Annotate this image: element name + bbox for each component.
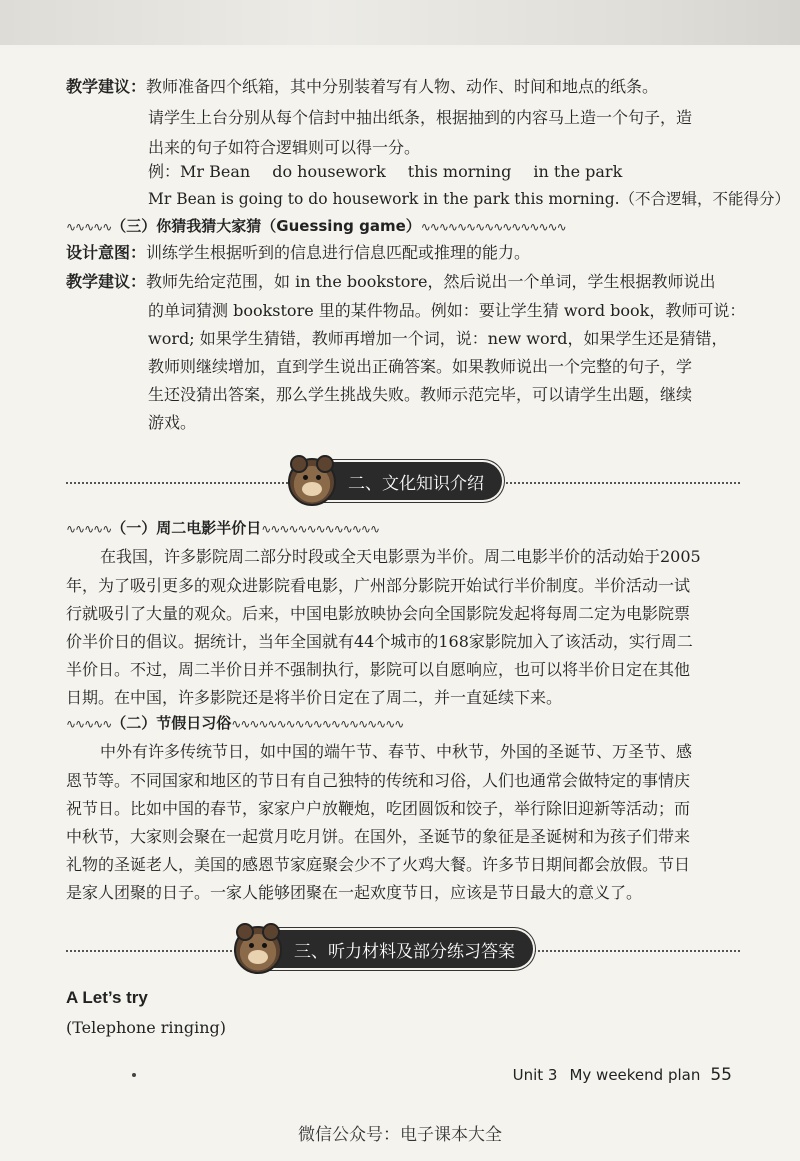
guessing-suggestion-line-2: 的单词猜测 bookstore 里的某件物品。例如：要让学生猜 word book，教师可说：	[148, 301, 746, 320]
sub1-line-2: 年，为了吸引更多的观众进影院看电影，广州部分影院开始试行半价制度。半价活动一试	[66, 576, 691, 595]
sub1-line-6: 日期。在中国，许多影院还是将半价日定在了周二，并一直延续下来。	[66, 688, 563, 707]
guessing-suggestion-label: 教学建议：	[66, 272, 147, 291]
guessing-game-heading: （三）你猜我猜大家猜（Guessing game）	[111, 217, 421, 235]
wave-decoration-left: ∿∿∿∿∿	[66, 717, 112, 731]
guessing-suggestion-line-4: 教师则继续增加，直到学生说出正确答案。如果教师说出一个完整的句子，学	[148, 357, 693, 376]
page-footer	[513, 1065, 732, 1085]
design-intent-label: 设计意图：	[66, 243, 147, 262]
bear-mascot-icon	[288, 458, 336, 506]
sub2-heading-row	[66, 713, 740, 734]
sub2-line-6: 是家人团聚的日子。一家人能够团聚在一起欢度节日，应该是节日最大的意义了。	[66, 883, 643, 902]
section-3-line-1: (Telephone ringing)	[66, 1018, 226, 1037]
example-word-4: in the park	[533, 162, 623, 181]
section-2-title: 二、文化知识介绍	[348, 473, 484, 494]
guessing-suggestion-line-6: 游戏。	[148, 413, 197, 432]
wave-decoration-left: ∿∿∿∿∿	[66, 522, 112, 536]
example-word-2: do housework	[272, 162, 386, 181]
wave-decoration-right: ∿∿∿∿∿∿∿∿∿∿∿∿∿	[261, 522, 380, 536]
sub1-line-4: 价半价日的倡议。据统计，当年全国就有44个城市的168家影院加入了该活动，实行周二	[66, 632, 693, 651]
footer-unit: Unit 3	[512, 1066, 558, 1084]
sub2-line-2: 恩节等。不同国家和地区的节日有自己独特的传统和习俗，人们也通常会做特定的事情庆	[66, 771, 691, 790]
footer-unit-title: My weekend plan	[569, 1066, 701, 1084]
section-3-title: 三、听力材料及部分练习答案	[294, 941, 515, 962]
guessing-suggestion-text: 教师先给定范围，如 in the bookstore，然后说出一个单词，学生根据教师说出	[146, 272, 716, 291]
guessing-suggestion-line-5: 生还没猜出答案，那么学生挑战失败。教师示范完毕，可以请学生出题，继续	[148, 385, 693, 404]
design-intent-row	[66, 243, 740, 263]
example-word-3: this morning	[407, 162, 512, 181]
sub2-heading: （二）节假日习俗	[111, 714, 232, 732]
example-line	[148, 162, 740, 182]
wave-decoration-right: ∿∿∿∿∿∿∿∿∿∿∿∿∿∿∿∿	[420, 220, 566, 234]
sub1-line-3: 行就吸引了大量的观众。后来，中国电影放映协会向全国影院发起将每周二定为电影院票	[66, 604, 691, 623]
guessing-suggestion-line-3: word; 如果学生猜错，教师再增加一个词，说：new word，如果学生还是猜错，	[148, 329, 728, 348]
example-label: 例：	[148, 162, 181, 181]
guessing-suggestion-line-1	[66, 272, 740, 292]
wave-decoration-right: ∿∿∿∿∿∿∿∿∿∿∿∿∿∿∿∿∿∿∿	[231, 717, 404, 731]
suggestion-line-2: 请学生上台分别从每个信封中抽出纸条，根据抽到的内容马上造一个句子，造	[148, 108, 693, 127]
suggestion-line-3: 出来的句子如符合逻辑则可以得一分。	[148, 138, 421, 157]
guessing-game-heading-row	[66, 216, 740, 237]
wave-decoration-left: ∿∿∿∿∿	[66, 220, 112, 234]
sub2-line-4: 中秋节，大家则会聚在一起赏月吃月饼。在国外，圣诞节的象征是圣诞树和为孩子们带来	[66, 827, 691, 846]
sub1-heading: （一）周二电影半价日	[111, 519, 262, 537]
sub1-line-5: 半价日。不过，周二半价日并不强制执行，影院可以自愿响应，也可以将半价日定在其他	[66, 660, 691, 679]
design-intent-text: 训练学生根据听到的信息进行信息匹配或推理的能力。	[146, 243, 531, 262]
sub1-heading-row	[66, 518, 740, 539]
sub2-line-5: 礼物的圣诞老人，美国的感恩节家庭聚会少不了火鸡大餐。许多节日期间都会放假。节日	[66, 855, 691, 874]
sub1-line-1: 在我国，许多影院周二部分时段或全天电影票为半价。周二电影半价的活动始于2005	[100, 547, 701, 566]
watermark-text: 微信公众号：电子课本大全	[298, 1125, 502, 1145]
example-word-1: Mr Bean	[180, 162, 251, 181]
sub2-line-3: 祝节日。比如中国的春节，家家户户放鞭炮，吃团圆饭和饺子，举行除旧迎新等活动；而	[66, 799, 691, 818]
section-3-subheading: A Let’s try	[66, 988, 148, 1007]
suggestion-text: 教师准备四个纸箱，其中分别装着写有人物、动作、时间和地点的纸条。	[146, 77, 659, 96]
section-banner	[238, 930, 533, 968]
suggestion-label: 教学建议：	[66, 77, 147, 96]
scan-top-band	[0, 0, 800, 45]
example-sentence: Mr Bean is going to do housework in the park this morning.（不合逻辑，不能得分）	[148, 190, 791, 208]
page-number: 55	[710, 1065, 732, 1085]
suggestion-line-1	[66, 77, 740, 97]
scan-dot	[132, 1073, 136, 1077]
sub2-line-1: 中外有许多传统节日，如中国的端午节、春节、中秋节，外国的圣诞节、万圣节、感	[100, 742, 693, 761]
bear-mascot-icon	[234, 926, 282, 974]
